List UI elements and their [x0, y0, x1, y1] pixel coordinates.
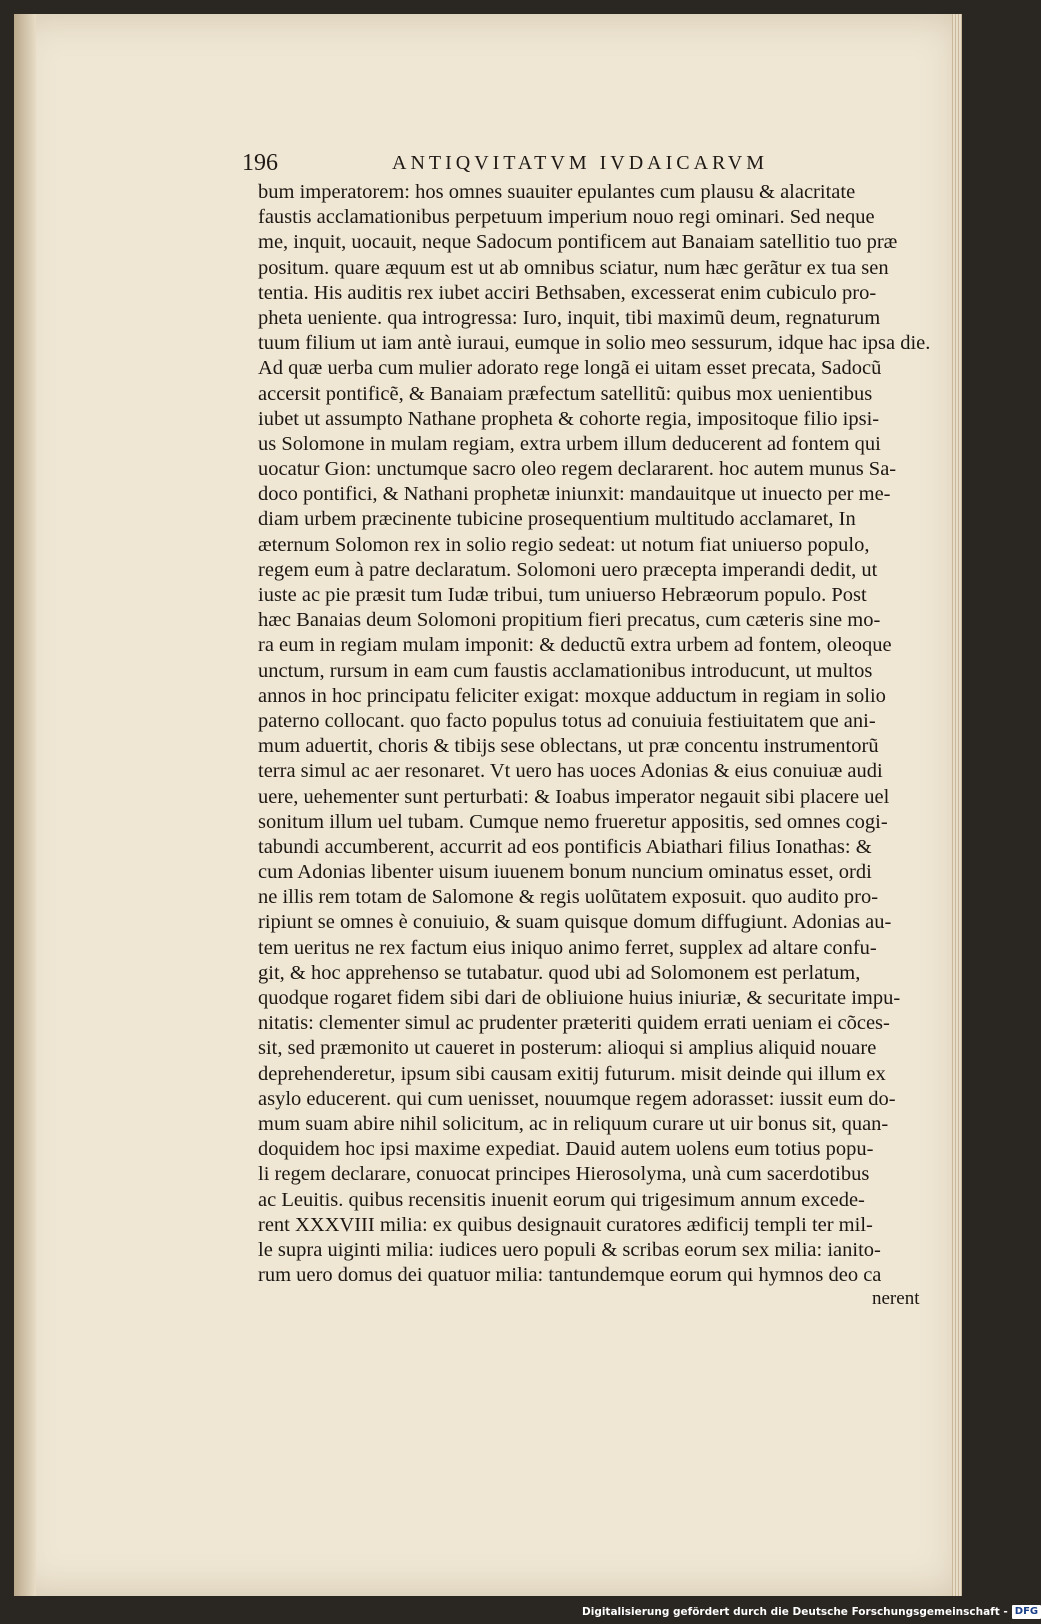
text-line: mum suam abire nihil solicitum, ac in reliquum curare ut uir bonus sit, quan-: [258, 1112, 889, 1135]
text-line: iubet ut assumpto Nathane propheta & cohorte regia, impositoque filio ipsi-: [258, 407, 880, 430]
text-line: ne illis rem totam de Salomone & regis uolũtatem exposuit. quo audito pro-: [258, 886, 879, 909]
text-line: paterno collocant. quo facto populus totus ad conuiuia festiuitatem que ani-: [258, 709, 876, 732]
text-line: terra simul ac aer resonaret. Vt uero has uoces Adonias & eius conuiuæ audi: [258, 760, 883, 783]
text-line: me, inquit, uocauit, neque Sadocum pontificem aut Banaiam satellitio tuo præ: [258, 231, 898, 254]
text-line: rent XXXVIII milia: ex quibus designauit curatores ædificij templi ter mil-: [258, 1213, 873, 1236]
text-line: ra eum in regiam mulam imponit: & deductũ extra urbem ad fontem, oleoque: [258, 634, 892, 657]
text-line: le supra uiginti milia: iudices uero populi & scribas eorum sex milia: ianito-: [258, 1238, 881, 1261]
text-line: sit, sed præmonito ut caueret in posterum: alioqui si amplius aliquid nouare: [258, 1037, 877, 1060]
text-line: nitatis: clementer simul ac prudenter præteriti quidem errati ueniam ei cõces-: [258, 1012, 890, 1035]
body-text: [258, 180, 938, 1288]
text-line: git, & hoc apprehenso se tutabatur. quod ubi ad Solomonem est perlatum,: [258, 961, 861, 984]
text-line: tabundi accumberent, accurrit ad eos pontificis Abiathari filius Ionathas: &: [258, 835, 872, 858]
text-line: hæc Banaias deum Solomoni propitium fieri precatus, cum cæteris sine mo-: [258, 609, 881, 632]
text-line: li regem declarare, conuocat principes Hierosolyma, unà cum sacerdotibus: [258, 1163, 870, 1186]
page-header: [242, 150, 822, 180]
text-line: doquidem hoc ipsi maxime expediat. Dauid autem uolens eum totius popu-: [258, 1138, 874, 1161]
text-line: ac Leuitis. quibus recensitis inuenit eorum qui trigesimum annum excede-: [258, 1188, 865, 1211]
text-line: iuste ac pie præsit tum Iudæ tribui, tum uniuerso Hebræorum populo. Post: [258, 584, 867, 606]
text-line: tuum filium ut iam antè iuraui, eumque in solio meo sessurum, idque hac ipsa die.: [258, 332, 931, 355]
text-line: faustis acclamationibus perpetuum imperium nouo regi ominari. Sed neque: [258, 206, 875, 229]
text-line: mum aduertit, choris & tibijs sese oblectans, ut præ concentu instrumentorũ: [258, 735, 879, 758]
text-line: tentia. His auditis rex iubet acciri Bethsaben, excesserat enim cubiculo pro-: [258, 281, 877, 304]
text-line: uocatur Gion: unctumque sacro oleo regem declararent. hoc autem munus Sa-: [258, 458, 897, 481]
dfg-logo: DFG: [1012, 1605, 1041, 1619]
text-line: ripiunt se omnes è conuiuio, & suam quisque domum diffugiunt. Adonias au-: [258, 911, 892, 934]
catchword: nerent: [872, 1288, 920, 1309]
running-title: ANTIQVITATVM IVDAICARVM: [392, 152, 768, 174]
text-line: pheta ueniente. qua introgressa: Iuro, inquit, tibi maximũ deum, regnaturum: [258, 306, 881, 329]
text-line: sonitum illum uel tubam. Cumque nemo frueretur appositis, sed omnes cogi-: [258, 810, 888, 833]
page-number: 196: [242, 150, 278, 176]
text-line: Ad quæ uerba cum mulier adorato rege longã ei uitam esset precata, Sadocũ: [258, 357, 882, 380]
funding-credit: Digitalisierung gefördert durch die Deutsche Forschungsgemeinschaft -: [582, 1606, 1008, 1618]
text-line: cum Adonias libenter uisum iuuenem bonum nuncium ominatus esset, ordi: [258, 861, 872, 884]
text-line: diam urbem præcinente tubicine prosequentium multitudo acclamaret, In: [258, 508, 856, 531]
text-line: æternum Solomon rex in solio regio sedeat: ut notum fiat uniuerso populo,: [258, 533, 870, 556]
text-line: asylo educerent. qui cum uenisset, nouumque regem adorasset: iussit eum do-: [258, 1087, 896, 1110]
text-line: doco pontifici, & Nathani prophetæ iniunxit: mandauitque ut inuecto per me-: [258, 483, 891, 506]
text-line: regem eum à patre declaratum. Solomoni uero præcepta imperandi dedit, ut: [258, 558, 878, 581]
text-line: uere, uehementer sunt perturbati: & Ioabus imperator negauit sibi placere uel: [258, 785, 890, 808]
text-line: deprehenderetur, ipsum sibi causam exitij futurum. misit deinde qui illum ex: [258, 1062, 886, 1085]
text-line: positum. quare æquum est ut ab omnibus sciatur, num hæc gerãtur ex tua sen: [258, 256, 889, 279]
digitization-footer: [582, 1604, 1041, 1620]
text-line: tem ueritus ne rex factum eius iniquo animo ferret, supplex ad altare confu-: [258, 936, 877, 959]
page-gutter: [14, 14, 36, 1596]
book-page: [14, 14, 962, 1596]
text-line: us Solomone in mulam regiam, extra urbem illum deducerent ad fontem qui: [258, 432, 881, 455]
text-line: annos in hoc principatu feliciter exigat: moxque adductum in regiam in solio: [258, 684, 886, 707]
text-line: quodque rogaret fidem sibi dari de obliuione huius iniuriæ, & securitate impu-: [258, 987, 901, 1009]
text-line: unctum, rursum in eam cum faustis acclamationibus introducunt, ut multos: [258, 659, 873, 682]
text-line: accersit pontificẽ, & Banaiam præfectum satellitũ: quibus mox uenientibus: [258, 382, 873, 405]
page-fore-edge: [952, 14, 962, 1596]
text-line: rum uero domus dei quatuor milia: tantundemque eorum qui hymnos deo ca: [258, 1264, 882, 1287]
text-line: bum imperatorem: hos omnes suauiter epulantes cum plausu & alacritate: [258, 181, 856, 203]
